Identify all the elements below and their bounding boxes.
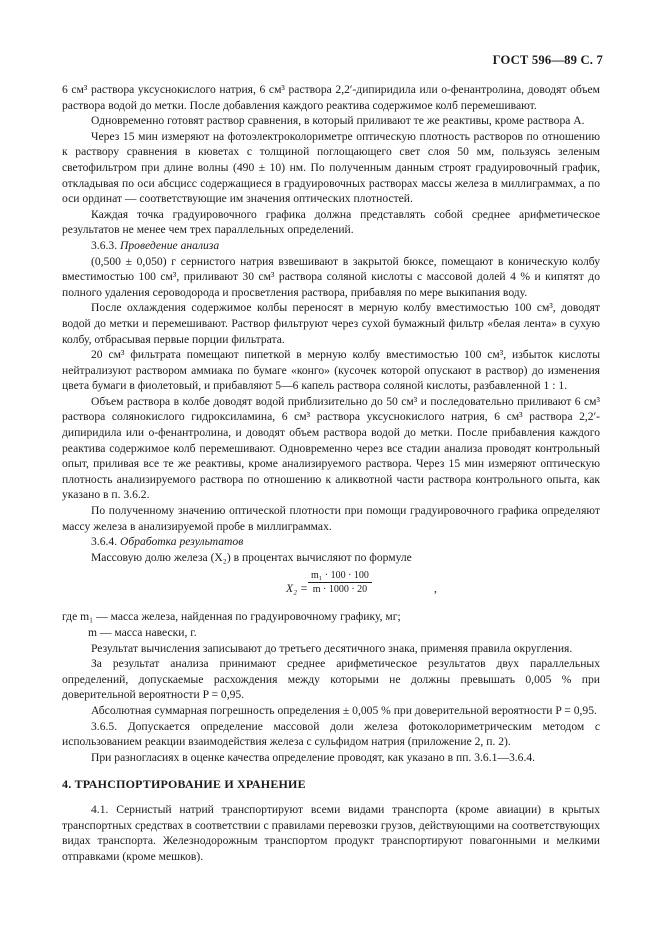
formula-comma: , (434, 582, 437, 596)
formula-denominator: m · 1000 · 20 (312, 584, 368, 596)
paragraph: По полученному значению оптической плотности при помощи градуировочного графика определяют массу железа в анализируемой пробе в миллиграммах. (62, 504, 600, 533)
paragraph: При разногласиях в оценке качества определение проводят, как указано в пп. 3.6.1—3.6.4. (91, 750, 536, 764)
paragraph: Массовую долю железа (X₂) в процентах вычисляют по формуле (91, 550, 412, 564)
formula-fraction (308, 569, 372, 596)
document-body (62, 82, 600, 864)
page-header: ГОСТ 596—89 С. 7 (492, 53, 603, 67)
subsection-title: Проведение анализа (120, 238, 220, 252)
paragraph: После охлаждения содержимое колбы переносят в мерную колбу вместимостью 100 см³, доводят водой до метки и перемешивают. Раствор фильтруют через сухой бумажный фильтр «белая лента» в сухую колбу, отбрасывая первые порции фильтрата. (62, 301, 600, 346)
formula-legend: где m₁ — масса железа, найденная по градуировочному графику, мг; (62, 610, 401, 624)
subsection-heading-3-6-4 (62, 534, 600, 550)
formula-legend: m — масса навески, г. (88, 626, 197, 639)
paragraph: 3.6.5. Допускается определение массовой доли железа фотоколориметрическим методом с использованием реакции взаимодействия железа с сульфидом натрия (приложение 2, п. 2). (62, 719, 600, 749)
paragraph: Одновременно готовят раствор сравнения, в который приливают те же реактивы, кроме раствора А. (91, 114, 585, 128)
subsection-number: 3.6.3. (91, 238, 118, 252)
formula-numerator: m₁ · 100 · 100 (308, 569, 372, 583)
paragraph: Объем раствора в колбе доводят водой приблизительно до 50 см³ и последовательно приливают 6 см³ раствора солянокислого гидроксиламина, 6 см³ раствора уксуснокислого натрия, 6 см³ раствора 2,2′-дипиридила или о-фенантролина, и доводят объем раствора водой до метки. После прибавления каждого реактива содержимое колб перемешивают. Одновременно через все стадии анализа проводят контрольный опыт, приливая все те же реактивы, кроме анализируемого раствора. Через 15 мин измеряют оптическую плотность анализируемого раствора по отношению к аликвотной части раствора контрольного опыта, как указано в п. 3.6.2. (62, 394, 600, 502)
paragraph: 4.1. Сернистый натрий транспортируют всеми видами транспорта (кроме авиации) в крытых транспортных средствах в соответствии с правилами перевозки грузов, действующими на соответствующих видах транспорта. Железнодорожным транспортом продукт транспортируют повагонными и мелкими отправками (кроме мешков). (62, 802, 600, 863)
paragraph: Абсолютная суммарная погрешность определения ± 0,005 % при доверительной вероятности P = 0,95. (91, 703, 597, 717)
subsection-heading-3-6-3 (62, 238, 600, 254)
formula-lhs: X₂ = (286, 582, 308, 596)
paragraph: Каждая точка градуировочного графика должна представлять собой среднее арифметическое результатов не менее чем трех параллельных определений. (62, 207, 600, 237)
paragraph: 6 см³ раствора уксуснокислого натрия, 6 см³ раствора 2,2′-дипиридила или о-фенантролина, доводят объем раствора водой до метки. После добавления каждого реактива содержимое колб перемешивают. (62, 83, 600, 112)
paragraph: Результат вычисления записывают до третьего десятичного знака, применяя правила округления. (91, 641, 573, 655)
section-title: 4. ТРАНСПОРТИРОВАНИЕ И ХРАНЕНИЕ (62, 777, 306, 792)
paragraph: За результат анализа принимают среднее арифметическое результатов двух параллельных определений, допускаемые расхождения между которыми не должны превышать 0,005 % при доверительной вероятности P = 0,95. (62, 657, 600, 702)
subsection-title: Обработка результатов (120, 535, 244, 549)
paragraph: (0,500 ± 0,050) г сернистого натрия взвешивают в закрытой бюксе, помещают в коническую колбу вместимостью 100 см³, приливают 30 см³ раствора соляной кислоты с массовой долей 4 % и кипятят до полного удаления сероводорода и просветления раствора, прибавляя по мере выкипания воду. (62, 254, 600, 299)
formula (62, 569, 600, 609)
paragraph: Через 15 мин измеряют на фотоэлектроколориметре оптическую плотность растворов по отношению к раствору сравнения в кюветах с толщиной поглощающего свет слоя 50 мм, пользуясь зеленым светофильтром при длине волны (490 ± 10) нм. По полученным данным строят градуировочный график, откладывая по оси абсцисс содержащиеся в градуировочных растворах массы железа в миллиграммах, а по оси ординат — соответствующие им значения оптических плотностей. (62, 129, 600, 206)
subsection-number: 3.6.4. (91, 535, 118, 549)
paragraph: 20 см³ фильтрата помещают пипеткой в мерную колбу вместимостью 100 см³, избыток кислоты нейтрализуют раствором аммиака по бумаге «конго» (кусочек которой опускают в раствор) до изменения цвета бумаги в фиолетовый, и прибавляют 5—6 капель раствора соляной кислоты, разбавленной 1 : 1. (62, 348, 600, 393)
